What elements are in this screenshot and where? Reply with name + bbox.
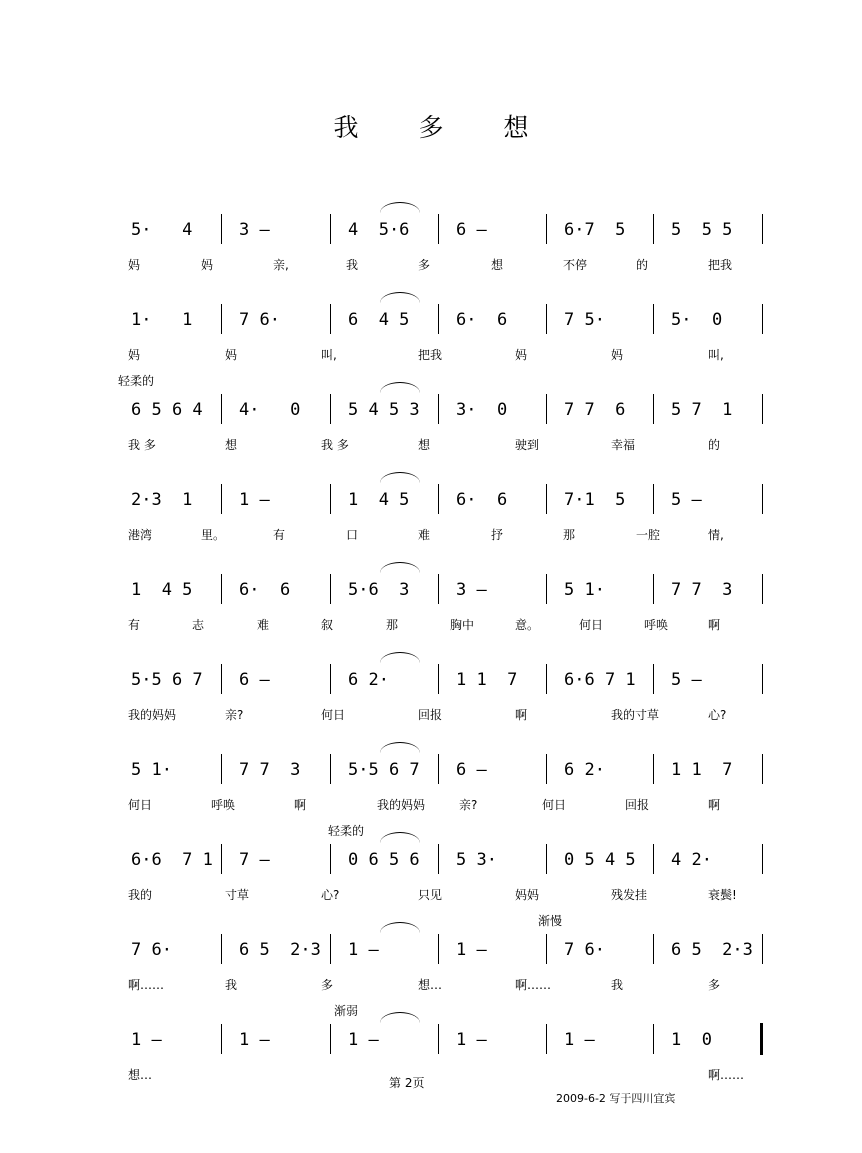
measure-notes: 7 6· <box>131 940 172 960</box>
lyrics-row <box>0 706 862 726</box>
measure <box>332 570 438 610</box>
measure <box>223 390 330 430</box>
measure-notes: 7 7 6 <box>564 400 626 420</box>
barline <box>653 934 654 964</box>
barline <box>762 214 763 244</box>
barline <box>653 394 654 424</box>
measure <box>115 390 219 430</box>
lyric-word: 想 <box>418 438 431 452</box>
barline <box>653 484 654 514</box>
lyric-word: 亲? <box>459 798 478 812</box>
lyric-word: 叫, <box>321 348 337 362</box>
barline <box>438 1024 439 1054</box>
measure-notes: 5 – <box>671 490 702 510</box>
lyric-word: 多 <box>418 258 431 272</box>
lyric-word: 胸中 <box>450 618 475 632</box>
measure <box>223 840 330 880</box>
lyric-word: 妈 <box>201 258 214 272</box>
lyric-word: 啊…… <box>708 1068 745 1082</box>
measure <box>655 840 762 880</box>
barline <box>330 574 331 604</box>
measure <box>548 1020 653 1060</box>
lyric-word: 叫, <box>708 348 724 362</box>
measure <box>440 480 546 520</box>
lyrics-row <box>0 1066 862 1086</box>
measure-notes: 3· 0 <box>456 400 508 420</box>
lyric-word: 叙 <box>321 618 334 632</box>
measure <box>548 210 653 250</box>
lyric-word: 想 <box>225 438 238 452</box>
measure-notes: 6 5 2·3 <box>671 940 753 960</box>
measure <box>115 930 219 970</box>
lyric-word: 心? <box>321 888 340 902</box>
measure-notes: 6 2· <box>348 670 389 690</box>
measure <box>548 300 653 340</box>
measure <box>332 300 438 340</box>
measure-notes: 6 – <box>239 670 270 690</box>
lyric-word: 残发挂 <box>611 888 648 902</box>
measure <box>115 480 219 520</box>
barline <box>221 1024 222 1054</box>
lyric-word: 妈 <box>128 258 141 272</box>
barline <box>221 394 222 424</box>
slur-mark <box>380 292 420 303</box>
barline <box>221 574 222 604</box>
measure-notes: 5 5 5 <box>671 220 733 240</box>
lyric-word: 我 <box>611 978 624 992</box>
direction-gentle-1: 轻柔的 <box>118 374 155 388</box>
lyric-word: 何日 <box>128 798 153 812</box>
measure-notes: 0 5 4 5 <box>564 850 636 870</box>
slur-mark <box>380 922 420 933</box>
measure-notes: 5 1· <box>564 580 605 600</box>
measure-notes: 5 1· <box>131 760 172 780</box>
barline <box>330 394 331 424</box>
measure-notes: 7 7 3 <box>239 760 301 780</box>
barline <box>546 664 547 694</box>
measure <box>440 840 546 880</box>
measure-notes: 7 6· <box>239 310 280 330</box>
measure-notes: 1 1 7 <box>671 760 733 780</box>
measure <box>223 1020 330 1060</box>
lyrics-row <box>0 796 862 816</box>
lyric-word: 何日 <box>321 708 346 722</box>
measure-notes: 6·6 7 1 <box>564 670 636 690</box>
measure <box>655 570 762 610</box>
measure <box>548 570 653 610</box>
measure-notes: 3 – <box>456 580 487 600</box>
footer-note: 2009-6-2 写于四川宜宾 <box>556 1092 676 1105</box>
measure-notes: 4 2· <box>671 850 712 870</box>
lyric-word: 多 <box>708 978 721 992</box>
lyric-word: 意。 <box>515 618 540 632</box>
measure-notes: 6 5 2·3 <box>239 940 321 960</box>
barline <box>438 484 439 514</box>
lyric-word: 里。 <box>201 528 226 542</box>
barline <box>330 934 331 964</box>
lyric-word: 有 <box>128 618 141 632</box>
measure <box>115 1020 219 1060</box>
measure <box>440 300 546 340</box>
barline <box>438 574 439 604</box>
lyrics-row <box>0 256 862 276</box>
lyric-word: 我的妈妈 <box>128 708 177 722</box>
lyric-word: 一腔 <box>636 528 661 542</box>
measure <box>223 480 330 520</box>
lyric-word: 寸草 <box>225 888 250 902</box>
measure <box>548 750 653 790</box>
lyric-word: 情, <box>708 528 724 542</box>
measure-notes: 6 4 5 <box>348 310 410 330</box>
measure <box>655 480 762 520</box>
barline <box>762 664 763 694</box>
lyric-word: 啊 <box>515 708 528 722</box>
lyric-word: 啊…… <box>515 978 552 992</box>
lyric-word: 想 <box>491 258 504 272</box>
barline <box>330 844 331 874</box>
lyric-word: 我的 <box>128 888 153 902</box>
measure <box>115 750 219 790</box>
notation-row <box>0 300 862 340</box>
measure <box>332 930 438 970</box>
direction-gentle-2: 轻柔的 <box>328 824 365 838</box>
barline <box>546 214 547 244</box>
lyric-word: 把我 <box>708 258 733 272</box>
lyric-word: 那 <box>563 528 576 542</box>
measure-notes: 4· 0 <box>239 400 301 420</box>
lyric-word: 亲? <box>225 708 244 722</box>
measure <box>332 390 438 430</box>
measure-notes: 6·6 7 1 <box>131 850 213 870</box>
barline <box>330 304 331 334</box>
barline <box>546 1024 547 1054</box>
measure <box>440 660 546 700</box>
measure-notes: 1 1 7 <box>456 670 518 690</box>
lyric-word: 我 多 <box>321 438 349 452</box>
barline <box>546 484 547 514</box>
measure <box>655 300 762 340</box>
barline <box>438 394 439 424</box>
lyric-word: 幸福 <box>611 438 636 452</box>
measure-notes: 7 7 3 <box>671 580 733 600</box>
measure-notes: 5 3· <box>456 850 497 870</box>
page-number: 第 2页 <box>389 1076 425 1090</box>
measure-notes: 1 – <box>348 1030 379 1050</box>
slur-mark <box>380 832 420 843</box>
barline <box>653 574 654 604</box>
barline <box>546 394 547 424</box>
measure-notes: 7·1 5 <box>564 490 626 510</box>
measure <box>440 930 546 970</box>
measure-notes: 2·3 1 <box>131 490 193 510</box>
barline <box>438 214 439 244</box>
barline <box>762 574 763 604</box>
measure-notes: 1 – <box>131 1030 162 1050</box>
barline <box>762 484 763 514</box>
measure <box>440 390 546 430</box>
measure <box>223 570 330 610</box>
lyric-word: 妈 <box>128 348 141 362</box>
measure-notes: 6· 6 <box>456 490 508 510</box>
direction-diminuendo: 渐弱 <box>334 1004 359 1018</box>
measure-notes: 6 – <box>456 760 487 780</box>
notation-row <box>0 660 862 700</box>
lyric-word: 呼唤 <box>211 798 236 812</box>
lyric-word: 难 <box>257 618 270 632</box>
barline <box>330 664 331 694</box>
notation-row <box>0 840 862 880</box>
lyrics-row <box>0 616 862 636</box>
measure-notes: 5·5 6 7 <box>348 760 420 780</box>
measure-notes: 1 – <box>239 490 270 510</box>
measure <box>332 480 438 520</box>
barline <box>546 844 547 874</box>
measure-notes: 5· 4 <box>131 220 193 240</box>
lyrics-row <box>0 346 862 366</box>
measure <box>655 750 762 790</box>
measure-notes: 1 – <box>564 1030 595 1050</box>
measure-notes: 5 4 5 3 <box>348 400 420 420</box>
lyrics-row <box>0 886 862 906</box>
lyric-word: 心? <box>708 708 727 722</box>
lyric-word: 难 <box>418 528 431 542</box>
barline <box>438 304 439 334</box>
notation-row <box>0 1020 862 1060</box>
lyrics-row <box>0 976 862 996</box>
lyric-word: 只见 <box>418 888 443 902</box>
song-title: 我 多 想 <box>333 113 555 142</box>
measure <box>223 930 330 970</box>
barline <box>546 304 547 334</box>
lyric-word: 多 <box>321 978 334 992</box>
measure-notes: 1 4 5 <box>131 580 193 600</box>
lyric-word: 啊…… <box>128 978 165 992</box>
lyric-word: 何日 <box>579 618 604 632</box>
barline <box>653 754 654 784</box>
measure-notes: 7 – <box>239 850 270 870</box>
lyric-word: 妈 <box>515 348 528 362</box>
measure-notes: 1 – <box>456 940 487 960</box>
slur-mark <box>380 382 420 393</box>
measure-notes: 0 6 5 6 <box>348 850 420 870</box>
measure <box>548 390 653 430</box>
measure <box>115 300 219 340</box>
measure-notes: 7 6· <box>564 940 605 960</box>
measure <box>223 660 330 700</box>
lyric-word: 何日 <box>542 798 567 812</box>
lyric-word: 把我 <box>418 348 443 362</box>
lyric-word: 啊 <box>708 618 721 632</box>
barline <box>546 574 547 604</box>
lyric-word: 啊 <box>294 798 307 812</box>
measure-notes: 5·5 6 7 <box>131 670 203 690</box>
measure <box>332 840 438 880</box>
measure-notes: 6· 6 <box>456 310 508 330</box>
lyric-word: 抒 <box>491 528 504 542</box>
measure <box>548 930 653 970</box>
measure-notes: 1 4 5 <box>348 490 410 510</box>
direction-ritardando: 渐慢 <box>538 914 563 928</box>
slur-mark <box>380 742 420 753</box>
barline <box>221 214 222 244</box>
measure <box>332 660 438 700</box>
measure <box>223 750 330 790</box>
measure-notes: 1 – <box>456 1030 487 1050</box>
slur-mark <box>380 562 420 573</box>
measure-notes: 7 5· <box>564 310 605 330</box>
slur-mark <box>380 202 420 213</box>
barline <box>221 484 222 514</box>
notation-row <box>0 570 862 610</box>
lyric-word: 我 <box>346 258 359 272</box>
lyric-word: 有 <box>273 528 286 542</box>
barline <box>438 664 439 694</box>
lyric-word: 的 <box>708 438 721 452</box>
measure-notes: 4 5·6 <box>348 220 410 240</box>
measure-notes: 5·6 3 <box>348 580 410 600</box>
barline <box>653 1024 654 1054</box>
lyric-word: 我 多 <box>128 438 156 452</box>
lyrics-row <box>0 526 862 546</box>
barline <box>546 754 547 784</box>
notation-row <box>0 210 862 250</box>
barline <box>438 754 439 784</box>
measure <box>440 750 546 790</box>
measure <box>655 930 762 970</box>
lyric-word: 我的妈妈 <box>377 798 426 812</box>
measure <box>440 570 546 610</box>
measure-notes: 6 2· <box>564 760 605 780</box>
lyric-word: 那 <box>386 618 399 632</box>
notation-row <box>0 480 862 520</box>
measure <box>655 390 762 430</box>
slur-mark <box>380 1012 420 1023</box>
lyrics-row <box>0 436 862 456</box>
lyric-word: 亲, <box>273 258 289 272</box>
lyric-word: 志 <box>192 618 205 632</box>
lyric-word: 口 <box>346 528 359 542</box>
lyric-word: 想… <box>418 978 443 992</box>
measure-notes: 1 – <box>348 940 379 960</box>
barline <box>546 934 547 964</box>
measure-notes: 5 7 1 <box>671 400 733 420</box>
measure <box>115 660 219 700</box>
measure <box>548 840 653 880</box>
barline <box>438 844 439 874</box>
lyric-word: 的 <box>636 258 649 272</box>
notation-row <box>0 390 862 430</box>
lyric-word: 呼唤 <box>644 618 669 632</box>
notation-row <box>0 930 862 970</box>
measure-notes: 1 – <box>239 1030 270 1050</box>
lyric-word: 回报 <box>625 798 650 812</box>
measure <box>223 210 330 250</box>
measure-notes: 1· 1 <box>131 310 193 330</box>
lyric-word: 妈妈 <box>515 888 540 902</box>
lyric-word: 驶到 <box>515 438 540 452</box>
lyric-word: 我的寸草 <box>611 708 660 722</box>
barline <box>653 844 654 874</box>
measure <box>332 750 438 790</box>
measure <box>655 660 762 700</box>
barline <box>221 934 222 964</box>
measure-notes: 3 – <box>239 220 270 240</box>
barline <box>221 754 222 784</box>
barline <box>221 304 222 334</box>
barline <box>221 844 222 874</box>
barline <box>762 304 763 334</box>
lyric-word: 啊 <box>708 798 721 812</box>
lyric-word: 妈 <box>611 348 624 362</box>
barline <box>330 484 331 514</box>
measure <box>440 210 546 250</box>
barline <box>221 664 222 694</box>
barline <box>653 214 654 244</box>
measure-notes: 6 – <box>456 220 487 240</box>
lyric-word: 我 <box>225 978 238 992</box>
lyric-word: 衰鬓! <box>708 888 737 902</box>
barline <box>330 754 331 784</box>
lyric-word: 妈 <box>225 348 238 362</box>
measure-notes: 5· 0 <box>671 310 723 330</box>
measure <box>548 660 653 700</box>
slur-mark <box>380 652 420 663</box>
lyric-word: 想… <box>128 1068 153 1082</box>
measure <box>655 1020 762 1060</box>
measure-notes: 6· 6 <box>239 580 291 600</box>
measure <box>655 210 762 250</box>
barline <box>653 304 654 334</box>
measure-notes: 6·7 5 <box>564 220 626 240</box>
measure <box>332 1020 438 1060</box>
measure <box>115 210 219 250</box>
lyric-word: 港湾 <box>128 528 153 542</box>
notation-row <box>0 750 862 790</box>
final-barline <box>760 1023 763 1055</box>
measure-notes: 6 5 6 4 <box>131 400 203 420</box>
measure <box>332 210 438 250</box>
barline <box>762 394 763 424</box>
measure <box>440 1020 546 1060</box>
measure <box>548 480 653 520</box>
barline <box>653 664 654 694</box>
measure-notes: 5 – <box>671 670 702 690</box>
barline <box>330 1024 331 1054</box>
measure-notes: 1 0 <box>671 1030 712 1050</box>
barline <box>330 214 331 244</box>
barline <box>438 934 439 964</box>
slur-mark <box>380 472 420 483</box>
barline <box>762 934 763 964</box>
lyric-word: 不停 <box>563 258 588 272</box>
barline <box>762 754 763 784</box>
measure <box>223 300 330 340</box>
measure <box>115 570 219 610</box>
lyric-word: 回报 <box>418 708 443 722</box>
measure <box>115 840 219 880</box>
barline <box>762 844 763 874</box>
